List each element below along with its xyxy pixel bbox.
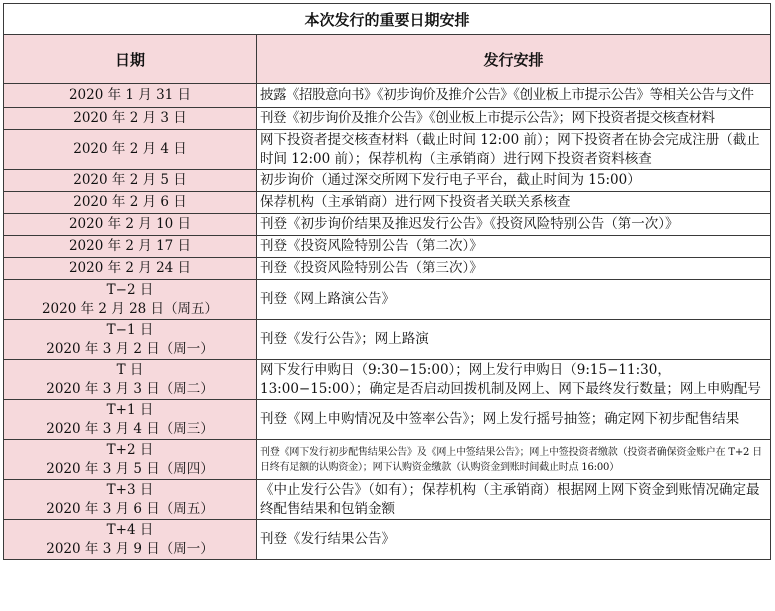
date-line-1: 2020 年 1 月 31 日 — [68, 87, 192, 103]
plan-cell: 刊登《初步询价及推介公告》《创业板上市提示公告》；网下投资者提交核查材料 — [257, 108, 771, 130]
plan-cell: 刊登《投资风险特别公告（第二次）》 — [257, 236, 771, 258]
plan-cell: 初步询价（通过深交所网下发行电子平台，截止时间为 15:00） — [257, 170, 771, 192]
date-line-1: 2020 年 2 月 17 日 — [68, 238, 192, 254]
table-row — [4, 214, 771, 236]
plan-cell: 《中止发行公告》（如有）；保荐机构（主承销商）根据网上网下资金到账情况确定最终配售结果和包销金额 — [257, 480, 771, 520]
plan-cell: 网下投资者提交核查材料（截止时间 12:00 前）；网下投资者在协会完成注册（截止时间 12:00 前）；保荐机构（主承销商）进行网下投资者资料核查 — [257, 130, 771, 170]
date-cell — [4, 320, 257, 360]
date-line-1: T−2 日 — [106, 281, 154, 298]
date-line-1: 2020 年 2 月 6 日 — [73, 194, 187, 210]
date-line-1: T+1 日 — [106, 401, 154, 418]
table-row — [4, 258, 771, 280]
table-row — [4, 236, 771, 258]
date-cell — [4, 84, 257, 108]
plan-cell: 刊登《网上申购情况及中签率公告》；网上发行摇号抽签；确定网下初步配售结果 — [257, 400, 771, 440]
date-line-1: T−1 日 — [106, 321, 154, 338]
date-column-header: 日期 — [4, 35, 257, 84]
date-cell — [4, 280, 257, 320]
date-line-1: 2020 年 2 月 24 日 — [68, 260, 192, 276]
date-line-2: 2020 年 3 月 9 日（周一） — [46, 540, 214, 557]
date-line-2: 2020 年 3 月 5 日（周四） — [46, 460, 214, 477]
plan-cell: 刊登《发行结果公告》 — [257, 520, 771, 560]
table-title: 本次发行的重要日期安排 — [4, 4, 771, 35]
date-cell — [4, 520, 257, 560]
table-row — [4, 108, 771, 130]
date-cell — [4, 108, 257, 130]
date-cell — [4, 192, 257, 214]
table-row — [4, 280, 771, 320]
date-cell — [4, 258, 257, 280]
table-row — [4, 520, 771, 560]
date-line-2: 2020 年 3 月 3 日（周二） — [46, 380, 214, 397]
date-line-2: 2020 年 3 月 2 日（周一） — [46, 340, 214, 357]
plan-cell: 保荐机构（主承销商）进行网下投资者关联关系核查 — [257, 192, 771, 214]
schedule-table — [3, 3, 771, 560]
plan-cell: 网下发行申购日（9:30−15:00）；网上发行申购日（9:15−11:30，13:00−15:00）；确定是否启动回拨机制及网上、网下最终发行数量；网上申购配号 — [257, 360, 771, 400]
table-row — [4, 320, 771, 360]
date-line-1: T+4 日 — [106, 521, 154, 538]
title-row — [4, 4, 771, 35]
date-cell — [4, 400, 257, 440]
plan-cell: 披露《招股意向书》《初步询价及推介公告》《创业板上市提示公告》等相关公告与文件 — [257, 84, 771, 108]
table-row — [4, 170, 771, 192]
schedule-table-container — [3, 3, 771, 560]
date-line-1: T 日 — [116, 361, 144, 378]
date-line-1: 2020 年 2 月 3 日 — [73, 110, 187, 126]
schedule-rows — [4, 84, 771, 560]
date-cell — [4, 170, 257, 192]
date-cell — [4, 236, 257, 258]
table-row — [4, 130, 771, 170]
plan-cell: 刊登《初步询价结果及推迟发行公告》《投资风险特别公告（第一次）》 — [257, 214, 771, 236]
plan-cell: 刊登《网下发行初步配售结果公告》及《网上中签结果公告》；网上中签投资者缴款（投资者确保资金账户在 T+2 日日终有足额的认购资金）；网下认购资金缴款（认购资金到账时间截止时点 16:00） — [257, 440, 771, 480]
date-cell — [4, 480, 257, 520]
date-line-1: T+3 日 — [106, 481, 154, 498]
table-row — [4, 400, 771, 440]
plan-column-header: 发行安排 — [257, 35, 771, 84]
date-line-1: 2020 年 2 月 5 日 — [73, 172, 187, 188]
date-line-1: T+2 日 — [106, 441, 154, 458]
table-row — [4, 360, 771, 400]
plan-cell: 刊登《网上路演公告》 — [257, 280, 771, 320]
date-line-2: 2020 年 3 月 6 日（周五） — [46, 500, 214, 517]
table-row — [4, 480, 771, 520]
plan-cell: 刊登《发行公告》；网上路演 — [257, 320, 771, 360]
date-cell — [4, 130, 257, 170]
header-row — [4, 35, 771, 84]
date-cell — [4, 360, 257, 400]
date-line-1: 2020 年 2 月 4 日 — [73, 141, 187, 157]
date-line-2: 2020 年 2 月 28 日（周五） — [41, 300, 219, 317]
date-line-2: 2020 年 3 月 4 日（周三） — [46, 420, 214, 437]
table-row — [4, 84, 771, 108]
table-row — [4, 192, 771, 214]
date-cell — [4, 214, 257, 236]
date-cell — [4, 440, 257, 480]
date-line-1: 2020 年 2 月 10 日 — [68, 216, 192, 232]
plan-cell: 刊登《投资风险特别公告（第三次）》 — [257, 258, 771, 280]
table-row — [4, 440, 771, 480]
